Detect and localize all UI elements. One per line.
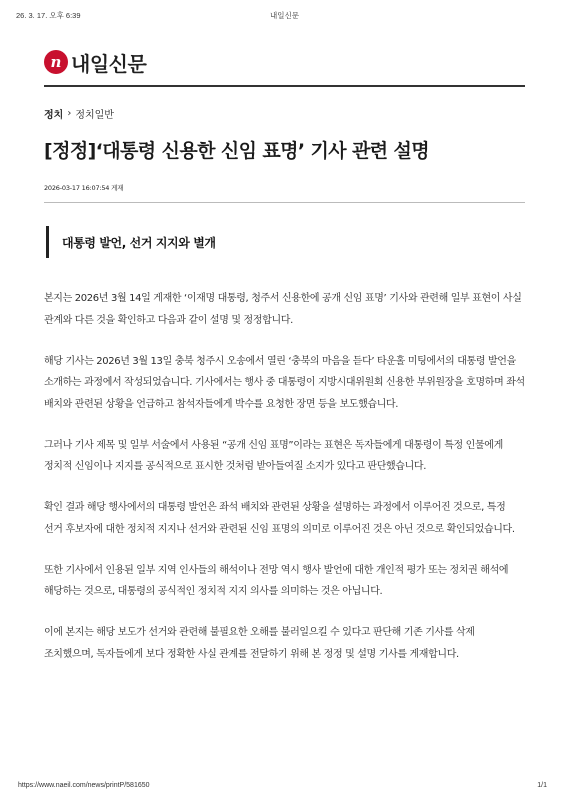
breadcrumb bbox=[44, 106, 114, 121]
meta-divider bbox=[44, 202, 525, 203]
logo-n-icon: n bbox=[44, 50, 68, 74]
print-header bbox=[0, 0, 569, 26]
print-datetime: 26. 3. 17. 오후 6:39 bbox=[16, 11, 81, 20]
article-paragraph: 이에 본지는 해당 보도가 선거와 관련해 불필요한 오해를 불러일으킬 수 있다고 판단해 기존 기사를 삭제 조치했으며, 독자들에게 보다 정확한 사실 관계를 전달하기 위해 본 정정 및 설명 기사를 게재합니다. bbox=[44, 627, 475, 660]
header-divider bbox=[44, 85, 525, 87]
article-subheading bbox=[46, 226, 527, 258]
article-published-date: 2026-03-17 16:07:54 게재 bbox=[44, 184, 124, 192]
breadcrumb-subsection[interactable]: 정치일반 bbox=[75, 110, 114, 121]
article-paragraph: 해당 기사는 2026년 3월 13일 충북 청주시 오송에서 열린 ‘충북의 마음을 듣다’ 타운홀 미팅에서의 대통령 발언을 소개하는 과정에서 작성되었습니다. 기사에서는 행사 중 대통령이 지방시대위원회 신용한 부위원장을 호명하며 좌석 배치와 관련된 상황을 언급하고 참석자들에게 박수를 요청한 장면 등을 보도했습니다. bbox=[44, 355, 525, 410]
print-url: https://www.naeil.com/news/printP/581650 bbox=[18, 782, 150, 789]
chevron-right-icon: › bbox=[67, 108, 72, 119]
site-logo[interactable] bbox=[44, 47, 146, 77]
article-paragraph: 그러나 기사 제목 및 일부 서술에서 사용된 “공개 신임 표명”이라는 표현은 독자들에게 대통령이 특정 인물에게 정치적 신임이나 지지를 공식적으로 표시한 것처럼 받아들여질 소지가 있다고 판단했습니다. bbox=[44, 439, 503, 472]
print-page-number: 1/1 bbox=[537, 782, 547, 789]
article-paragraph: 또한 기사에서 인용된 일부 지역 인사들의 해석이나 전망 역시 행사 발언에 대한 개인적 평가 또는 정치권 해석에 해당하는 것으로, 대통령의 공식적인 정치적 지지 의사를 의미하는 것은 아닙니다. bbox=[44, 564, 509, 597]
article-headline: [정정]‘대통령 신용한 신임 표명’ 기사 관련 설명 bbox=[44, 140, 430, 162]
article-paragraph: 본지는 2026년 3월 14일 게재한 ‘이재명 대통령, 청주서 신용한에 공개 신임 표명’ 기사와 관련해 일부 표현이 사실 관계와 다른 것을 확인하고 다음과 같이 설명 및 정정합니다. bbox=[44, 293, 522, 326]
print-page-title: 내일신문 bbox=[270, 11, 299, 20]
article-body bbox=[44, 288, 525, 685]
subheading-text: 대통령 발언, 선거 지지와 별개 bbox=[62, 235, 216, 250]
breadcrumb-section[interactable]: 정치 bbox=[44, 110, 64, 121]
logo-text: 내일신문 bbox=[71, 51, 147, 76]
article-paragraph: 확인 결과 해당 행사에서의 대통령 발언은 좌석 배치와 관련된 상황을 설명하는 과정에서 이루어진 것으로, 특정 선거 후보자에 대한 정치적 지지나 선거와 관련된 신임 표명의 의미로 이루어진 것은 아닌 것으로 확인되었습니다. bbox=[44, 502, 515, 535]
